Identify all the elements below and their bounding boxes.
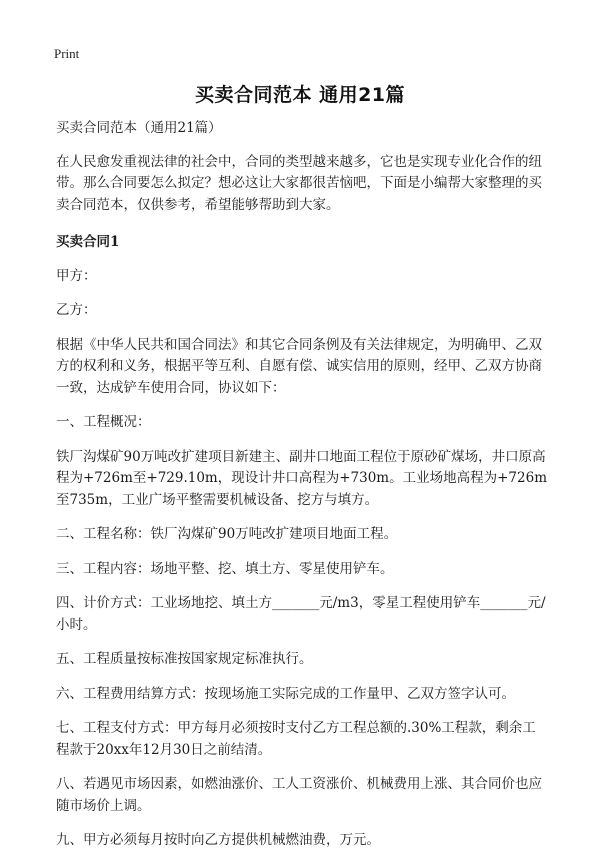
section-heading: 买卖合同1 — [56, 234, 120, 250]
clause-3: 三、工程内容：场地平整、挖、填土方、零星使用铲车。 — [56, 560, 394, 577]
clause-9: 九、甲方必须每月按时向乙方提供机械燃油费，万元。 — [56, 832, 380, 848]
clause-8: 八、若遇见市场因素，如燃油涨价、工人工资涨价、机械费用上涨、其合同价也应随市场价上调。 — [56, 776, 542, 814]
party-b-line: 乙方： — [56, 302, 97, 318]
print-label: Print — [54, 46, 80, 61]
preamble-paragraph: 根据《中华人民共和国合同法》和其它合同条例及有关法律规定，为明确甲、乙双方的权利和义务，根据平等互利、自愿有偿、诚实信用的原则，经甲、乙双方协商一致，达成铲车使用合同，协议如下： — [56, 336, 542, 396]
clause-2: 二、工程名称：铁厂沟煤矿90万吨改扩建项目地面工程。 — [56, 526, 398, 542]
intro-paragraph: 在人民愈发重视法律的社会中，合同的类型越来越多，它也是实现专业化合作的纽带。那么合同要怎么拟定？想必这让大家都很苦恼吧，下面是小编帮大家整理的买卖合同范本，仅供参考，希望能够帮助到大家。 — [56, 153, 542, 213]
document-title: 买卖合同范本 通用21篇 — [194, 84, 406, 106]
document-subtitle: 买卖合同范本（通用21篇） — [56, 120, 222, 136]
clause-5: 五、工程质量按标准按国家规定标准执行。 — [56, 651, 313, 667]
clause-1-body: 铁厂沟煤矿90万吨改扩建项目新建主、副井口地面工程位于原砂矿煤场，井口原高程为+726m至+729.10m，现设计井口高程为+730m。工业场地高程为+726m至735m，工业广场平整需要机械设备、挖方与填方。 — [56, 448, 547, 508]
clause-7: 七、工程支付方式：甲方每月必须按时支付乙方工程总额的.30%工程款，剩余工程款于20xx年12月30日之前结清。 — [56, 720, 536, 758]
clause-4: 四、计价方式：工业场地挖、填土方_______元/m3，零星工程使用铲车_______元/小时。 — [56, 595, 546, 633]
clause-1-heading: 一、工程概况： — [56, 414, 151, 430]
party-a-line: 甲方： — [56, 267, 97, 284]
clause-6: 六、工程费用结算方式：按现场施工实际完成的工作量甲、乙双方签字认可。 — [56, 685, 515, 702]
document-body — [56, 118, 548, 865]
